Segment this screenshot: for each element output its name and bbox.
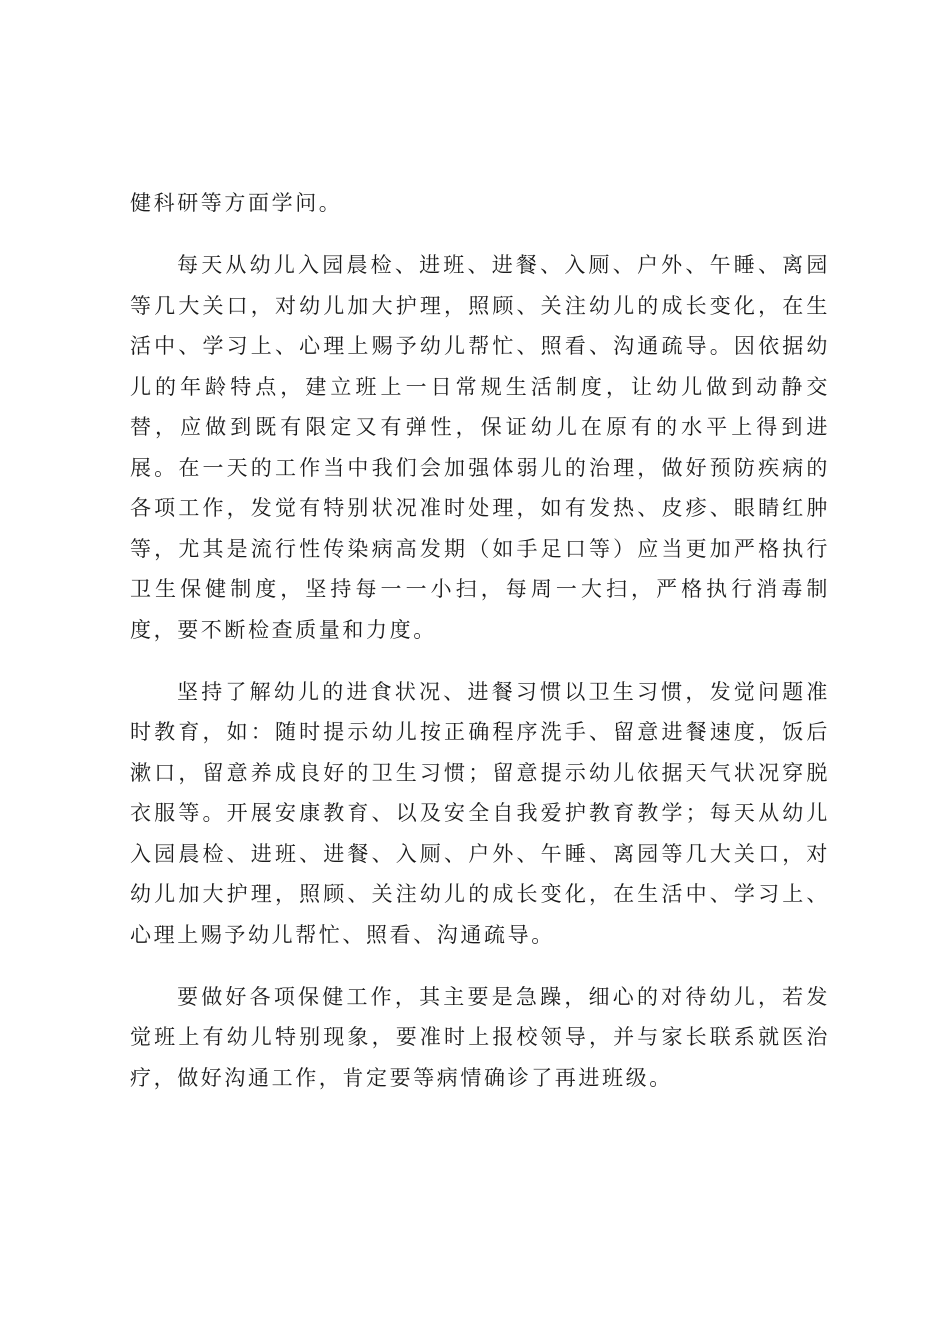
- paragraph-eating-habits: 坚持了解幼儿的进食状况、进餐习惯以卫生习惯，发觉问题准时教育，如：随时提示幼儿按正确程序洗手、留意进餐速度，饭后漱口，留意养成良好的卫生习惯；留意提示幼儿依据天气状况穿脱衣服等。开展安康教育、以及安全自我爱护教育教学；每天从幼儿入园晨检、进班、进餐、入厕、户外、午睡、离园等几大关口，对幼儿加大护理，照顾、关注幼儿的成长变化，在生活中、学习上、心理上赐予幼儿帮忙、照看、沟通疏导。: [130, 679, 830, 947]
- paragraph-daily-care: 每天从幼儿入园晨检、进班、进餐、入厕、户外、午睡、离园等几大关口，对幼儿加大护理，照顾、关注幼儿的成长变化，在生活中、学习上、心理上赐予幼儿帮忙、照看、沟通疏导。因依据幼儿的年龄特点，建立班上一日常规生活制度，让幼儿做到动静交替，应做到既有限定又有弹性，保证幼儿在原有的水平上得到进展。在一天的工作当中我们会加强体弱儿的治理，做好预防疾病的各项工作，发觉有特别状况准时处理，如有发热、皮疹、眼睛红肿等，尤其是流行性传染病高发期（如手足口等）应当更加严格执行卫生保健制度，坚持每一一小扫，每周一大扫，严格执行消毒制度，要不断检查质量和力度。: [130, 253, 830, 642]
- document-body: [130, 183, 830, 1120]
- paragraph-health-work: 要做好各项保健工作，其主要是急躁，细心的对待幼儿，若发觉班上有幼儿特别现象，要准时上报校领导，并与家长联系就医治疗，做好沟通工作，肯定要等病情确诊了再进班级。: [130, 984, 830, 1090]
- paragraph-continuation: 健科研等方面学问。: [130, 191, 343, 215]
